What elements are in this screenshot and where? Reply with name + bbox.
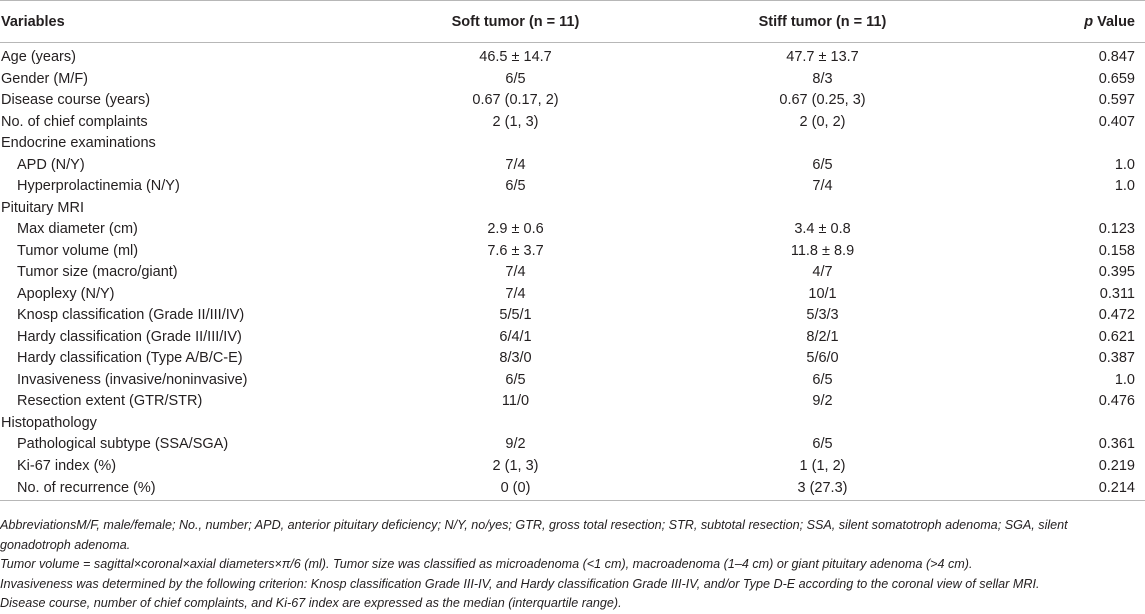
row-label: Hyperprolactinemia (N/Y) (17, 178, 180, 195)
cell-soft-tumor: 7/4 (505, 264, 526, 281)
cell-soft-tumor: 2.9 ± 0.6 (487, 221, 544, 238)
cell-soft-tumor: 7/4 (505, 285, 526, 302)
cell-p-value: 1.0 (1114, 156, 1135, 173)
table-row (0, 111, 1145, 133)
footnote-invasiveness: Invasiveness was determined by the following criterion: Knosp classification Grade III-IV, and Hardy classification Grade III-IV, and/or Type D-E according to the coronal view of sellar MRI. (0, 576, 1040, 591)
cell-stiff-tumor: 3.4 ± 0.8 (794, 221, 851, 238)
row-label: Max diameter (cm) (17, 221, 138, 238)
table-row (0, 477, 1145, 501)
table-footnotes (0, 516, 1140, 614)
table-row (0, 43, 1145, 69)
row-label: Pathological subtype (SSA/SGA) (17, 436, 229, 453)
cell-soft-tumor: 7.6 ± 3.7 (487, 242, 544, 259)
row-label: Resection extent (GTR/STR) (17, 393, 203, 410)
cell-soft-tumor (380, 412, 651, 434)
cell-stiff-tumor: 6/5 (812, 436, 833, 453)
row-label: Invasiveness (invasive/noninvasive) (17, 371, 248, 388)
header-p-italic: p (1084, 13, 1094, 30)
table-row (0, 133, 1145, 155)
row-label: Age (years) (1, 49, 76, 65)
row-label: Hardy classification (Grade II/III/IV) (17, 328, 242, 345)
cell-p-value: 0.476 (1098, 393, 1135, 410)
cell-p-value: 0.214 (994, 477, 1145, 501)
row-label: Gender (M/F) (1, 70, 89, 87)
cell-soft-tumor: 11/0 (501, 393, 530, 410)
cell-stiff-tumor: 2 (0, 2) (799, 113, 846, 130)
table-row (0, 455, 1145, 477)
row-label: Knosp classification (Grade II/III/IV) (17, 307, 245, 324)
cell-p-value: 0.472 (1098, 307, 1135, 324)
row-label: Histopathology (1, 414, 97, 431)
row-label: Pituitary MRI (1, 199, 84, 216)
cell-soft-tumor (380, 133, 651, 155)
cell-stiff-tumor: 9/2 (812, 393, 833, 410)
cell-stiff-tumor: 8/3 (812, 70, 833, 87)
row-label: Endocrine examinations (1, 135, 156, 152)
cell-stiff-tumor: 5/6/0 (806, 350, 839, 367)
table-body (0, 43, 1145, 501)
cell-stiff-tumor: 5/3/3 (806, 307, 839, 324)
cell-soft-tumor: 8/3/0 (499, 350, 532, 367)
cell-soft-tumor: 0.67 (0.17, 2) (472, 92, 559, 109)
table-row (0, 391, 1145, 413)
footnote-abbreviations: AbbreviationsM/F, male/female; No., number; APD, anterior pituitary deficiency; N/Y, no/yes; GTR, gross total resection; STR, subtotal resection; SSA, silent somatotroph adenoma; SGA, silent gonadotroph adenoma. (0, 518, 1068, 552)
table-row (0, 240, 1145, 262)
cell-p-value: 0.395 (1098, 264, 1135, 281)
cell-soft-tumor: 9/2 (505, 436, 526, 453)
cell-stiff-tumor: 7/4 (812, 178, 833, 195)
cell-stiff-tumor: 1 (1, 2) (799, 457, 846, 474)
cell-p-value (994, 197, 1145, 219)
row-label: Hardy classification (Type A/B/C-E) (17, 350, 243, 367)
table-header-row (0, 1, 1145, 43)
row-label: Apoplexy (N/Y) (17, 285, 115, 302)
table-row (0, 348, 1145, 370)
table-row (0, 176, 1145, 198)
row-label: Disease course (years) (1, 92, 151, 109)
cell-stiff-tumor (651, 197, 994, 219)
cell-soft-tumor: 0 (0) (380, 477, 651, 501)
table-row (0, 369, 1145, 391)
cell-soft-tumor: 7/4 (505, 156, 526, 173)
header-p-rest: Value (1093, 13, 1135, 30)
table-row (0, 283, 1145, 305)
table-row (0, 262, 1145, 284)
cell-p-value: 0.659 (1098, 70, 1135, 87)
cell-p-value (994, 412, 1145, 434)
row-label: No. of recurrence (%) (0, 477, 380, 501)
table-row (0, 90, 1145, 112)
cell-stiff-tumor: 11.8 ± 8.9 (790, 242, 855, 259)
cell-stiff-tumor: 6/5 (812, 371, 833, 388)
table-row (0, 305, 1145, 327)
header-p-value (994, 1, 1145, 43)
cell-p-value: 0.311 (1099, 285, 1135, 302)
cell-stiff-tumor: 10/1 (808, 285, 837, 302)
footnote-disease-course: Disease course, number of chief complaints, and Ki-67 index are expressed as the median (interquartile range). (0, 596, 622, 610)
cell-p-value: 0.621 (1098, 328, 1135, 345)
cell-soft-tumor: 2 (1, 3) (492, 113, 539, 130)
table-row (0, 412, 1145, 434)
cell-soft-tumor: 5/5/1 (499, 307, 532, 324)
cell-p-value: 1.0 (1114, 371, 1135, 388)
header-stiff-tumor: Stiff tumor (n = 11) (651, 1, 994, 43)
table-row (0, 197, 1145, 219)
cell-p-value: 0.407 (1098, 113, 1135, 130)
table-row (0, 434, 1145, 456)
header-soft-tumor: Soft tumor (n = 11) (380, 1, 651, 43)
footnote-tumor-volume: Tumor volume = sagittal×coronal×axial diameters×π/6 (ml). Tumor size was classified as microadenoma (<1 cm), macroadenoma (1–4 cm) or giant pituitary adenoma (>4 cm). (0, 557, 973, 571)
row-label: APD (N/Y) (17, 156, 85, 173)
table-row (0, 219, 1145, 241)
cell-soft-tumor: 6/4/1 (499, 328, 532, 345)
cell-stiff-tumor (651, 412, 994, 434)
table-row (0, 68, 1145, 90)
cell-p-value: 0.597 (1098, 92, 1135, 109)
cell-stiff-tumor: 4/7 (812, 264, 833, 281)
cell-p-value: 0.123 (1098, 221, 1135, 238)
cell-soft-tumor (380, 197, 651, 219)
cell-p-value (994, 133, 1145, 155)
cell-soft-tumor: 6/5 (505, 371, 526, 388)
cell-p-value: 1.0 (1114, 178, 1135, 195)
row-label: Ki-67 index (%) (17, 457, 117, 474)
cell-p-value: 0.219 (1098, 457, 1135, 474)
cell-stiff-tumor: 3 (27.3) (651, 477, 994, 501)
row-label: Tumor volume (ml) (17, 242, 139, 259)
cell-stiff-tumor: 47.7 ± 13.7 (786, 49, 859, 65)
cell-p-value: 0.847 (1098, 49, 1135, 65)
cell-p-value: 0.387 (1098, 350, 1135, 367)
cell-p-value: 0.361 (1098, 436, 1135, 453)
cell-stiff-tumor: 6/5 (812, 156, 833, 173)
cell-soft-tumor: 46.5 ± 14.7 (479, 49, 552, 65)
cell-stiff-tumor: 8/2/1 (806, 328, 839, 345)
cell-soft-tumor: 6/5 (505, 178, 526, 195)
cell-p-value: 0.158 (1098, 242, 1135, 259)
row-label: Tumor size (macro/giant) (17, 264, 178, 281)
header-variables: Variables (0, 1, 380, 43)
cell-soft-tumor: 6/5 (505, 70, 526, 87)
table-row (0, 326, 1145, 348)
table-row (0, 154, 1145, 176)
cell-soft-tumor: 2 (1, 3) (492, 457, 539, 474)
cell-stiff-tumor (651, 133, 994, 155)
row-label: No. of chief complaints (1, 113, 148, 130)
cell-stiff-tumor: 0.67 (0.25, 3) (779, 92, 866, 109)
